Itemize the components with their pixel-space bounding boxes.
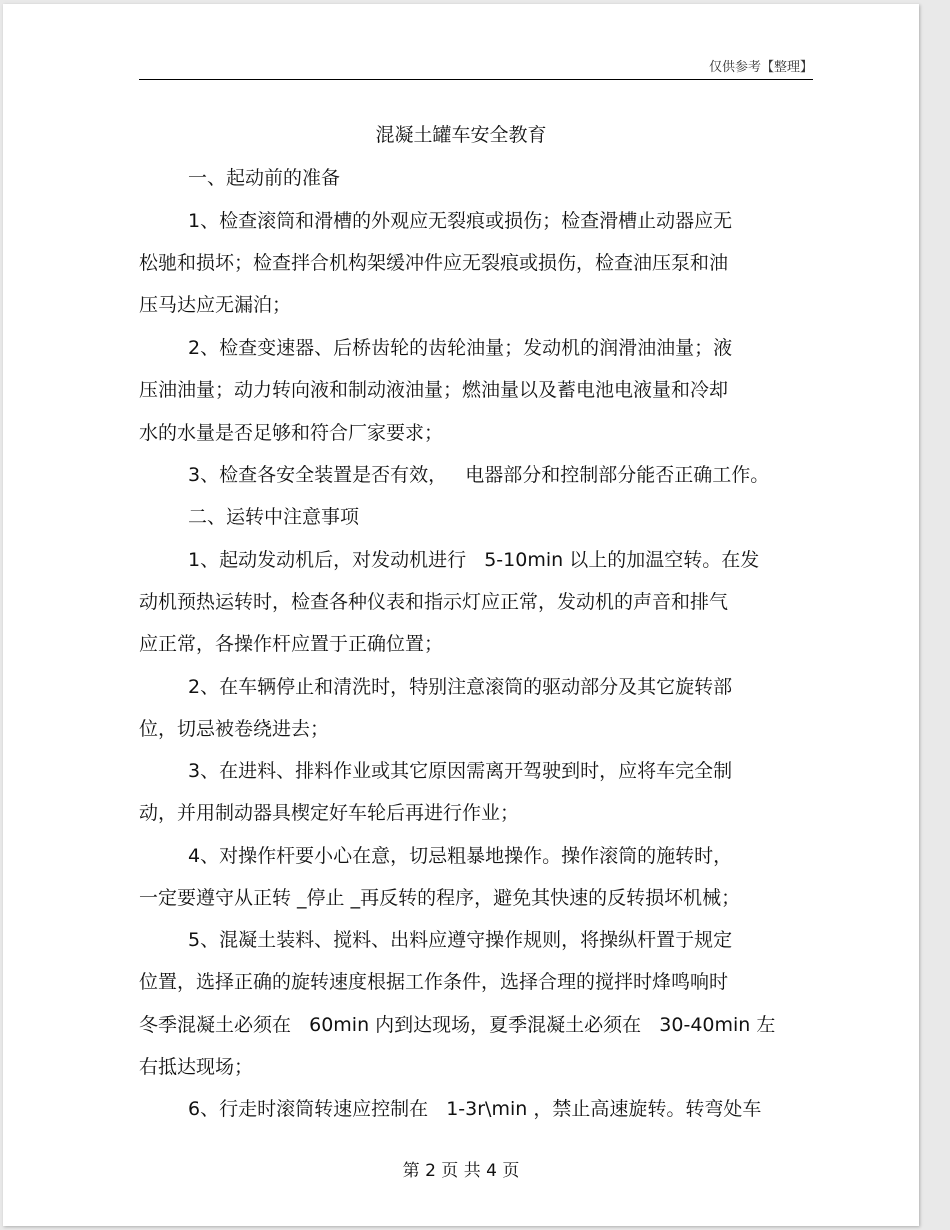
paragraph-line: 压油油量；动力转向液和制动液油量；燃油量以及蓄电池电液量和冷却 [139,379,729,401]
paragraph-line: 冬季混凝土必须在 60min 内到达现场，夏季混凝土必须在 30-40min 左 [139,1014,776,1036]
paragraph-line: 1、检查滚筒和滑槽的外观应无裂痕或损伤；检查滑槽止动器应无 [188,210,733,232]
paragraph-line: 动，并用制动器具楔定好车轮后再进行作业； [139,802,520,824]
header-rule [139,79,813,80]
page-number-footer: 第 2 页 共 4 页 [402,1161,520,1181]
paragraph-line: 动机预热运转时，检查各种仪表和指示灯应正常，发动机的声音和排气 [139,591,729,613]
paragraph-line: 3、在进料、排料作业或其它原因需离开驾驶到时，应将车完全制 [188,760,733,782]
paragraph-line: 5、混凝土装料、搅料、出料应遵守操作规则，将操纵杆置于规定 [188,929,733,951]
header-label: 仅供参考【整理】 [708,60,813,75]
paragraph-line: 位置，选择正确的旋转速度根据工作条件，选择合理的搅拌时烽鸣响时 [139,971,729,993]
paragraph-line: 3、检查各安全装置是否有效， 电器部分和控制部分能否正确工作。 [188,464,770,486]
paragraph-line: 松驰和损坏；检查拌合机构架缓冲件应无裂痕或损伤，检查油压泵和油 [139,252,729,274]
paragraph-line: 2、在车辆停止和清洗时，特别注意滚筒的驱动部分及其它旋转部 [188,676,733,698]
paragraph-line: 应正常，各操作杆应置于正确位置； [139,633,444,655]
paragraph-line: 压马达应无漏泊； [139,294,292,316]
paragraph-line: 2、检查变速器、后桥齿轮的齿轮油量；发动机的润滑油油量；液 [188,337,733,359]
paragraph-line: 位，切忌被卷绕进去； [139,718,330,740]
document-title: 混凝土罐车安全教育 [375,124,547,146]
section-heading: 二、运转中注意事项 [188,506,360,528]
paragraph-line: 1、起动发动机后，对发动机进行 5-10min 以上的加温空转。在发 [188,549,760,571]
section-heading: 一、起动前的准备 [188,167,341,189]
paragraph-line: 一定要遵守从正转 _停止 _再反转的程序，避免其快速的反转损坏机械； [139,887,741,909]
paragraph-line: 4、对操作杆要小心在意，切忌粗暴地操作。操作滚筒的施转时， [188,845,733,867]
document-page [3,4,919,1226]
paragraph-line: 右抵达现场； [139,1056,254,1078]
paragraph-line: 6、行走时滚筒转速应控制在 1-3r\min ，禁止高速旋转。转弯处车 [188,1098,762,1120]
paragraph-line: 水的水量是否足够和符合厂家要求； [139,422,444,444]
